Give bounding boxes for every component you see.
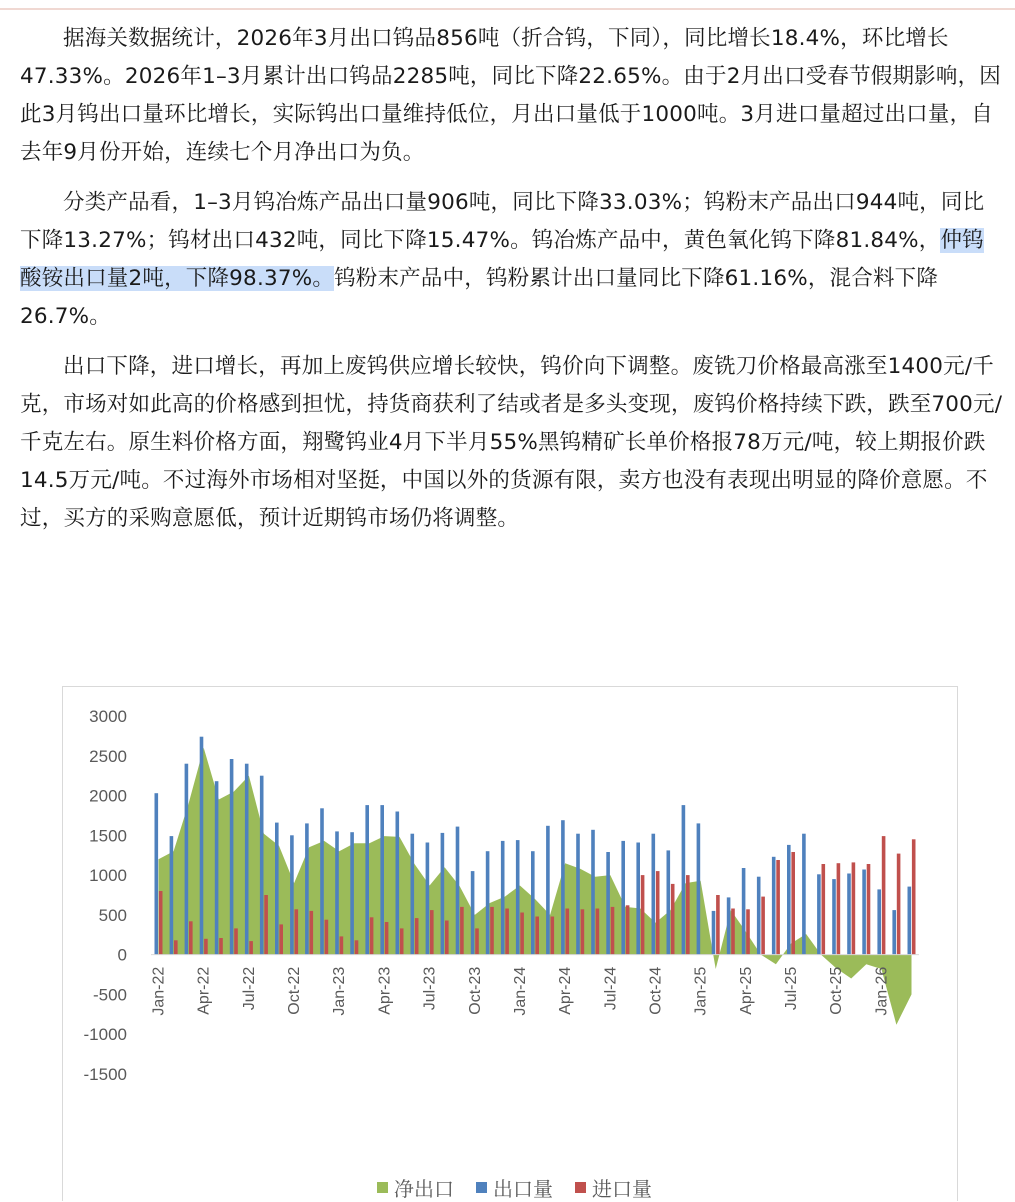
import-bar-feb-26 [897,854,901,955]
y-tick-label: 1000 [89,866,127,886]
legend-swatch-export [476,1182,487,1193]
paragraph-2-part-b: 钨粉末产品中，钨粉累计出口量同比下降61.16%，混合料下降26.7%。 [20,266,939,329]
export-bar-apr-23 [380,805,384,955]
export-bar-mar-24 [546,826,550,955]
import-bar-jan-26 [882,836,886,955]
export-bar-nov-22 [305,823,309,954]
x-tick-label-jan-25: Jan-25 [692,966,710,1016]
export-bar-jan-23 [335,831,339,954]
export-bar-dec-25 [862,870,866,955]
y-tick-label: 3000 [89,707,127,726]
import-bar-feb-24 [535,917,539,955]
import-bar-jan-24 [520,913,524,955]
export-bar-feb-22 [170,836,174,955]
top-strip [0,0,1015,10]
import-bar-feb-22 [174,940,178,954]
import-bar-jul-23 [430,910,434,955]
x-tick-label-jul-24: Jul-24 [602,966,620,1011]
import-bar-jan-23 [340,936,344,954]
x-tick-label-apr-23: Apr-23 [376,966,394,1015]
export-bar-may-25 [757,877,761,955]
import-bar-oct-24 [656,871,660,955]
x-tick-label-jan-23: Jan-23 [331,966,349,1016]
export-bar-aug-24 [621,841,625,955]
export-bar-apr-22 [200,737,204,955]
export-bar-dec-23 [501,841,505,955]
export-bar-nov-24 [667,850,671,954]
y-tick-label: 2500 [89,746,127,766]
export-bar-apr-25 [742,868,746,955]
export-bar-dec-22 [320,808,324,954]
import-bar-oct-23 [475,928,479,954]
export-bar-jan-25 [697,823,701,954]
export-bar-jul-25 [787,845,791,955]
import-bar-jun-24 [596,909,600,955]
export-bar-oct-25 [832,879,836,955]
legend-swatch-net-export [377,1182,388,1193]
tungsten-trade-chart [62,686,958,1201]
import-bar-nov-23 [490,907,494,955]
import-bar-jun-23 [415,918,419,955]
export-bar-jun-24 [591,830,595,955]
x-tick-label-jan-24: Jan-24 [511,966,529,1016]
y-tick-label: -1500 [83,1065,127,1084]
x-tick-label-oct-22: Oct-22 [286,966,304,1015]
chart-legend [377,1173,652,1201]
export-bar-jul-24 [606,852,610,955]
export-bar-nov-25 [847,874,851,955]
x-tick-label-apr-24: Apr-24 [557,966,575,1015]
import-bar-may-22 [219,938,223,955]
export-bar-dec-24 [682,805,686,955]
y-tick-label: 1500 [89,826,127,846]
paragraph-3: 出口下降，进口增长，再加上废钨供应增长较快，钨价向下调整。废铣刀价格最高涨至1400元/千克，市场对如此高的价格感到担忧，持货商获利了结或者是多头变现，废钨价格持续下跌，跌至700元/千克左右。原生料价格方面，翔鹭钨业4月下半月55%黑钨精矿长单价格报78万元/吨，较上期报价跌14.5万元/吨。不过海外市场相对坚挺，中国以外的货源有限，卖方也没有表现出明显的降价意愿。不过，买方的采购意愿低，预计近期钨市场仍将调整。 [20,354,1003,531]
import-bar-sep-22 [279,924,283,954]
import-bar-nov-25 [852,862,856,954]
import-bar-dec-24 [686,875,690,955]
x-tick-label-jul-22: Jul-22 [240,966,258,1011]
export-bar-oct-22 [290,835,294,954]
export-bar-jan-26 [877,889,881,954]
x-tick-label-apr-22: Apr-22 [195,966,213,1015]
highlighted-text: 仲钨酸铵出口量2吨，下降98.37%。 [20,228,984,291]
import-bar-may-25 [761,897,765,955]
import-bar-aug-22 [264,895,268,955]
export-bar-feb-26 [892,910,896,955]
export-bar-sep-22 [275,823,279,955]
import-bar-jan-22 [159,891,163,955]
paragraph-1: 据海关数据统计，2026年3月出口钨品856吨（折合钨，下同），同比增长18.4%，环比增长47.33%。2026年1–3月累计出口钨品2285吨，同比下降22.65%。由于2月出口受春节假期影响，因此3月钨出口量环比增长，实际钨出口量维持低位，月出口量低于1000吨。3月进口量超过出口量，自去年9月份开始，连续七个月净出口为负。 [20,26,1001,165]
export-bar-feb-24 [531,851,535,954]
paragraph-2 [20,184,1005,336]
import-bar-apr-22 [204,939,208,955]
paragraph-2-part-a: 分类产品看，1–3月钨冶炼产品出口量906吨，同比下降33.03%；钨粉末产品出口944吨，同比下降13.27%；钨材出口432吨，同比下降15.47%。钨冶炼产品中，黄色氧化钨下降81.84%， [20,190,985,253]
import-bar-apr-23 [385,922,389,955]
import-bar-mar-24 [551,917,555,955]
y-tick-label: -500 [92,985,127,1005]
export-bar-may-22 [215,781,219,954]
article-body [20,20,1005,550]
export-bar-may-23 [396,812,400,955]
y-tick-label: -1000 [83,1025,127,1045]
import-bar-mar-25 [731,909,735,955]
export-bar-aug-23 [441,833,445,955]
export-bar-aug-25 [802,834,806,955]
export-bar-mar-22 [185,764,189,955]
import-bar-dec-22 [325,920,329,955]
import-bar-oct-25 [837,863,841,955]
import-bar-nov-22 [310,911,314,955]
import-bar-dec-25 [867,864,871,955]
export-bar-sep-23 [456,827,460,955]
x-tick-label-jan-22: Jan-22 [150,966,168,1016]
export-bar-sep-24 [636,843,640,955]
x-tick-label-oct-25: Oct-25 [828,966,846,1015]
legend-label-export: 出口量 [493,1176,553,1201]
x-tick-label-jul-23: Jul-23 [421,966,439,1011]
x-tick-label-oct-23: Oct-23 [466,966,484,1015]
import-bar-jun-25 [776,860,780,955]
import-bar-nov-24 [671,884,675,955]
import-bar-sep-25 [822,864,826,955]
y-tick-label: 500 [98,905,127,925]
export-bar-mar-26 [908,887,912,955]
import-bar-dec-23 [505,909,509,955]
import-bar-mar-22 [189,921,193,954]
x-tick-label-apr-25: Apr-25 [737,966,755,1015]
legend-label-import: 进口量 [592,1176,652,1201]
export-bar-aug-22 [260,776,264,955]
import-bar-feb-25 [716,895,720,955]
import-bar-apr-24 [566,909,570,955]
export-bar-jun-25 [772,857,776,955]
export-bar-oct-24 [652,834,656,955]
x-tick-label-jul-25: Jul-25 [783,966,800,1011]
import-bar-jul-22 [249,941,253,955]
export-bar-nov-23 [486,851,490,954]
import-bar-oct-22 [295,909,299,954]
export-bar-jun-22 [230,759,234,955]
legend-label-net-export: 净出口 [394,1176,454,1201]
export-bar-jul-22 [245,764,249,955]
import-bar-sep-24 [641,875,645,955]
export-bar-jul-23 [426,843,430,955]
export-bar-sep-25 [817,874,821,954]
x-tick-label-oct-24: Oct-24 [647,966,665,1015]
legend-item-export [476,1173,553,1202]
import-bar-may-23 [400,928,404,954]
export-bar-oct-23 [471,871,475,955]
export-bar-jun-23 [411,834,415,955]
import-bar-aug-24 [626,905,630,954]
legend-swatch-import [575,1182,586,1193]
import-bar-jul-25 [791,852,795,955]
chart-svg [63,687,957,1173]
import-bar-sep-23 [460,907,464,955]
legend-item-import [575,1173,652,1202]
import-bar-apr-25 [746,909,750,954]
x-tick-label-jan-26: Jan-26 [873,966,891,1016]
y-tick-label: 0 [117,945,127,965]
export-bar-jan-24 [516,840,520,955]
import-bar-may-24 [581,909,585,954]
import-bar-feb-23 [355,940,359,954]
export-bar-mar-25 [727,897,731,954]
export-bar-may-24 [576,834,580,955]
import-bar-aug-23 [445,921,449,955]
export-bar-mar-23 [365,805,369,955]
export-bar-jan-22 [155,793,159,955]
import-bar-mar-23 [370,917,374,954]
export-bar-feb-25 [712,911,716,955]
import-bar-mar-26 [912,839,916,954]
legend-item-net-export [377,1173,454,1202]
import-bar-jul-24 [611,907,615,955]
import-bar-jun-22 [234,928,238,954]
y-tick-label: 2000 [89,786,127,806]
export-bar-feb-23 [350,832,354,955]
export-bar-apr-24 [561,820,565,954]
